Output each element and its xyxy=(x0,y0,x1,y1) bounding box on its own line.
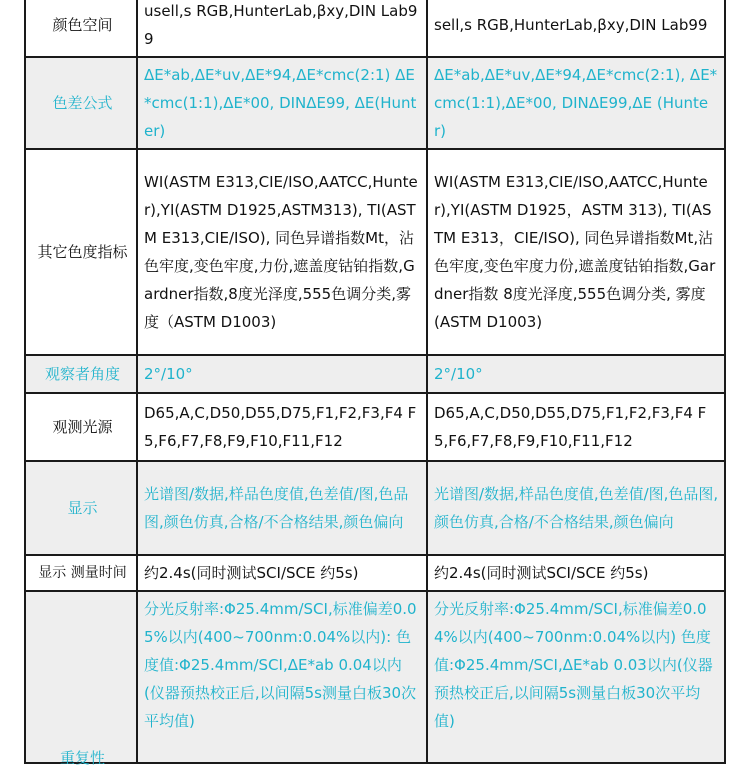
table-row-color-space xyxy=(25,0,725,57)
row-label: 观测光源 xyxy=(25,393,137,461)
cell-model-1: 2°/10° xyxy=(137,355,427,393)
cell-model-2: sell,s RGB,HunterLab,βxy,DIN Lab99 xyxy=(427,0,725,57)
cell-model-2: ΔE*ab,ΔE*uv,ΔE*94,ΔE*cmc(2:1), ΔE*cmc(1:1),ΔE*00, DINΔE99,ΔE (Hunter) xyxy=(427,57,725,149)
cell-model-1: 分光反射率:Φ25.4mm/SCI,标准偏差0.05%以内(400~700nm:0.04%以内): 色度值:Φ25.4mm/SCI,ΔE*ab 0.04以内(仪器预热校正后,以间隔5s测量白板30次平均值) xyxy=(137,591,427,763)
row-label: 显示 测量时间 xyxy=(25,555,137,591)
spec-table xyxy=(24,0,726,767)
cell-model-1: ΔE*ab,ΔE*uv,ΔE*94,ΔE*cmc(2:1) ΔE*cmc(1:1),ΔE*00, DINΔE99, ΔE(Hunter) xyxy=(137,57,427,149)
cell-model-1: WI(ASTM E313,CIE/ISO,AATCC,Hunter),YI(ASTM D1925,ASTM313), TI(ASTM E313,CIE/ISO), 同色异谱指数Mt，沾色牢度,变色牢度,力份,遮盖度钴铂指数,Gardner指数,8度光泽度,555色调分类,雾度（ASTM D1003) xyxy=(137,149,427,355)
table-row-display xyxy=(25,461,725,555)
table-row-other-indices xyxy=(25,149,725,355)
cell-model-1: usell,s RGB,HunterLab,βxy,DIN Lab99 xyxy=(137,0,427,57)
row-label xyxy=(25,591,137,767)
table-row-measure-time xyxy=(25,555,725,591)
cell-model-2: WI(ASTM E313,CIE/ISO,AATCC,Hunter),YI(ASTM D1925，ASTM 313), TI(ASTM E313，CIE/ISO), 同色异谱指数Mt,沾色牢度,变色牢度力份,遮盖度钴铂指数,Gardner指数 8度光泽度,555色调分类, 雾度(ASTM D1003) xyxy=(427,149,725,355)
cell-model-2: 约2.4s(同时测试SCI/SCE 约5s) xyxy=(427,555,725,591)
cell-model-2: 光谱图/数据,样品色度值,色差值/图,色品图,颜色仿真,合格/不合格结果,颜色偏向 xyxy=(427,461,725,555)
row-label: 显示 xyxy=(25,461,137,555)
row-label-text: 重复性 xyxy=(59,749,105,767)
row-label: 色差公式 xyxy=(25,57,137,149)
cell-model-2: 2°/10° xyxy=(427,355,725,393)
table-row-repeatability xyxy=(25,591,725,763)
table-row-observer-angle xyxy=(25,355,725,393)
table-row-color-difference xyxy=(25,57,725,149)
cell-model-1: D65,A,C,D50,D55,D75,F1,F2,F3,F4 F5,F6,F7,F8,F9,F10,F11,F12 xyxy=(137,393,427,461)
table-row-illuminants xyxy=(25,393,725,461)
row-label: 其它色度指标 xyxy=(25,149,137,355)
cell-model-2: D65,A,C,D50,D55,D75,F1,F2,F3,F4 F5,F6,F7,F8,F9,F10,F11,F12 xyxy=(427,393,725,461)
cell-model-1: 约2.4s(同时测试SCI/SCE 约5s) xyxy=(137,555,427,591)
row-label: 颜色空间 xyxy=(25,0,137,57)
cell-model-2: 分光反射率:Φ25.4mm/SCI,标准偏差0.04%以内(400~700nm:0.04%以内) 色度值:Φ25.4mm/SCI,ΔE*ab 0.03以内(仪器预热校正后,以间隔5s测量白板30次平均值) xyxy=(427,591,725,763)
cell-model-1: 光谱图/数据,样品色度值,色差值/图,色品图,颜色仿真,合格/不合格结果,颜色偏向 xyxy=(137,461,427,555)
row-label: 观察者角度 xyxy=(25,355,137,393)
